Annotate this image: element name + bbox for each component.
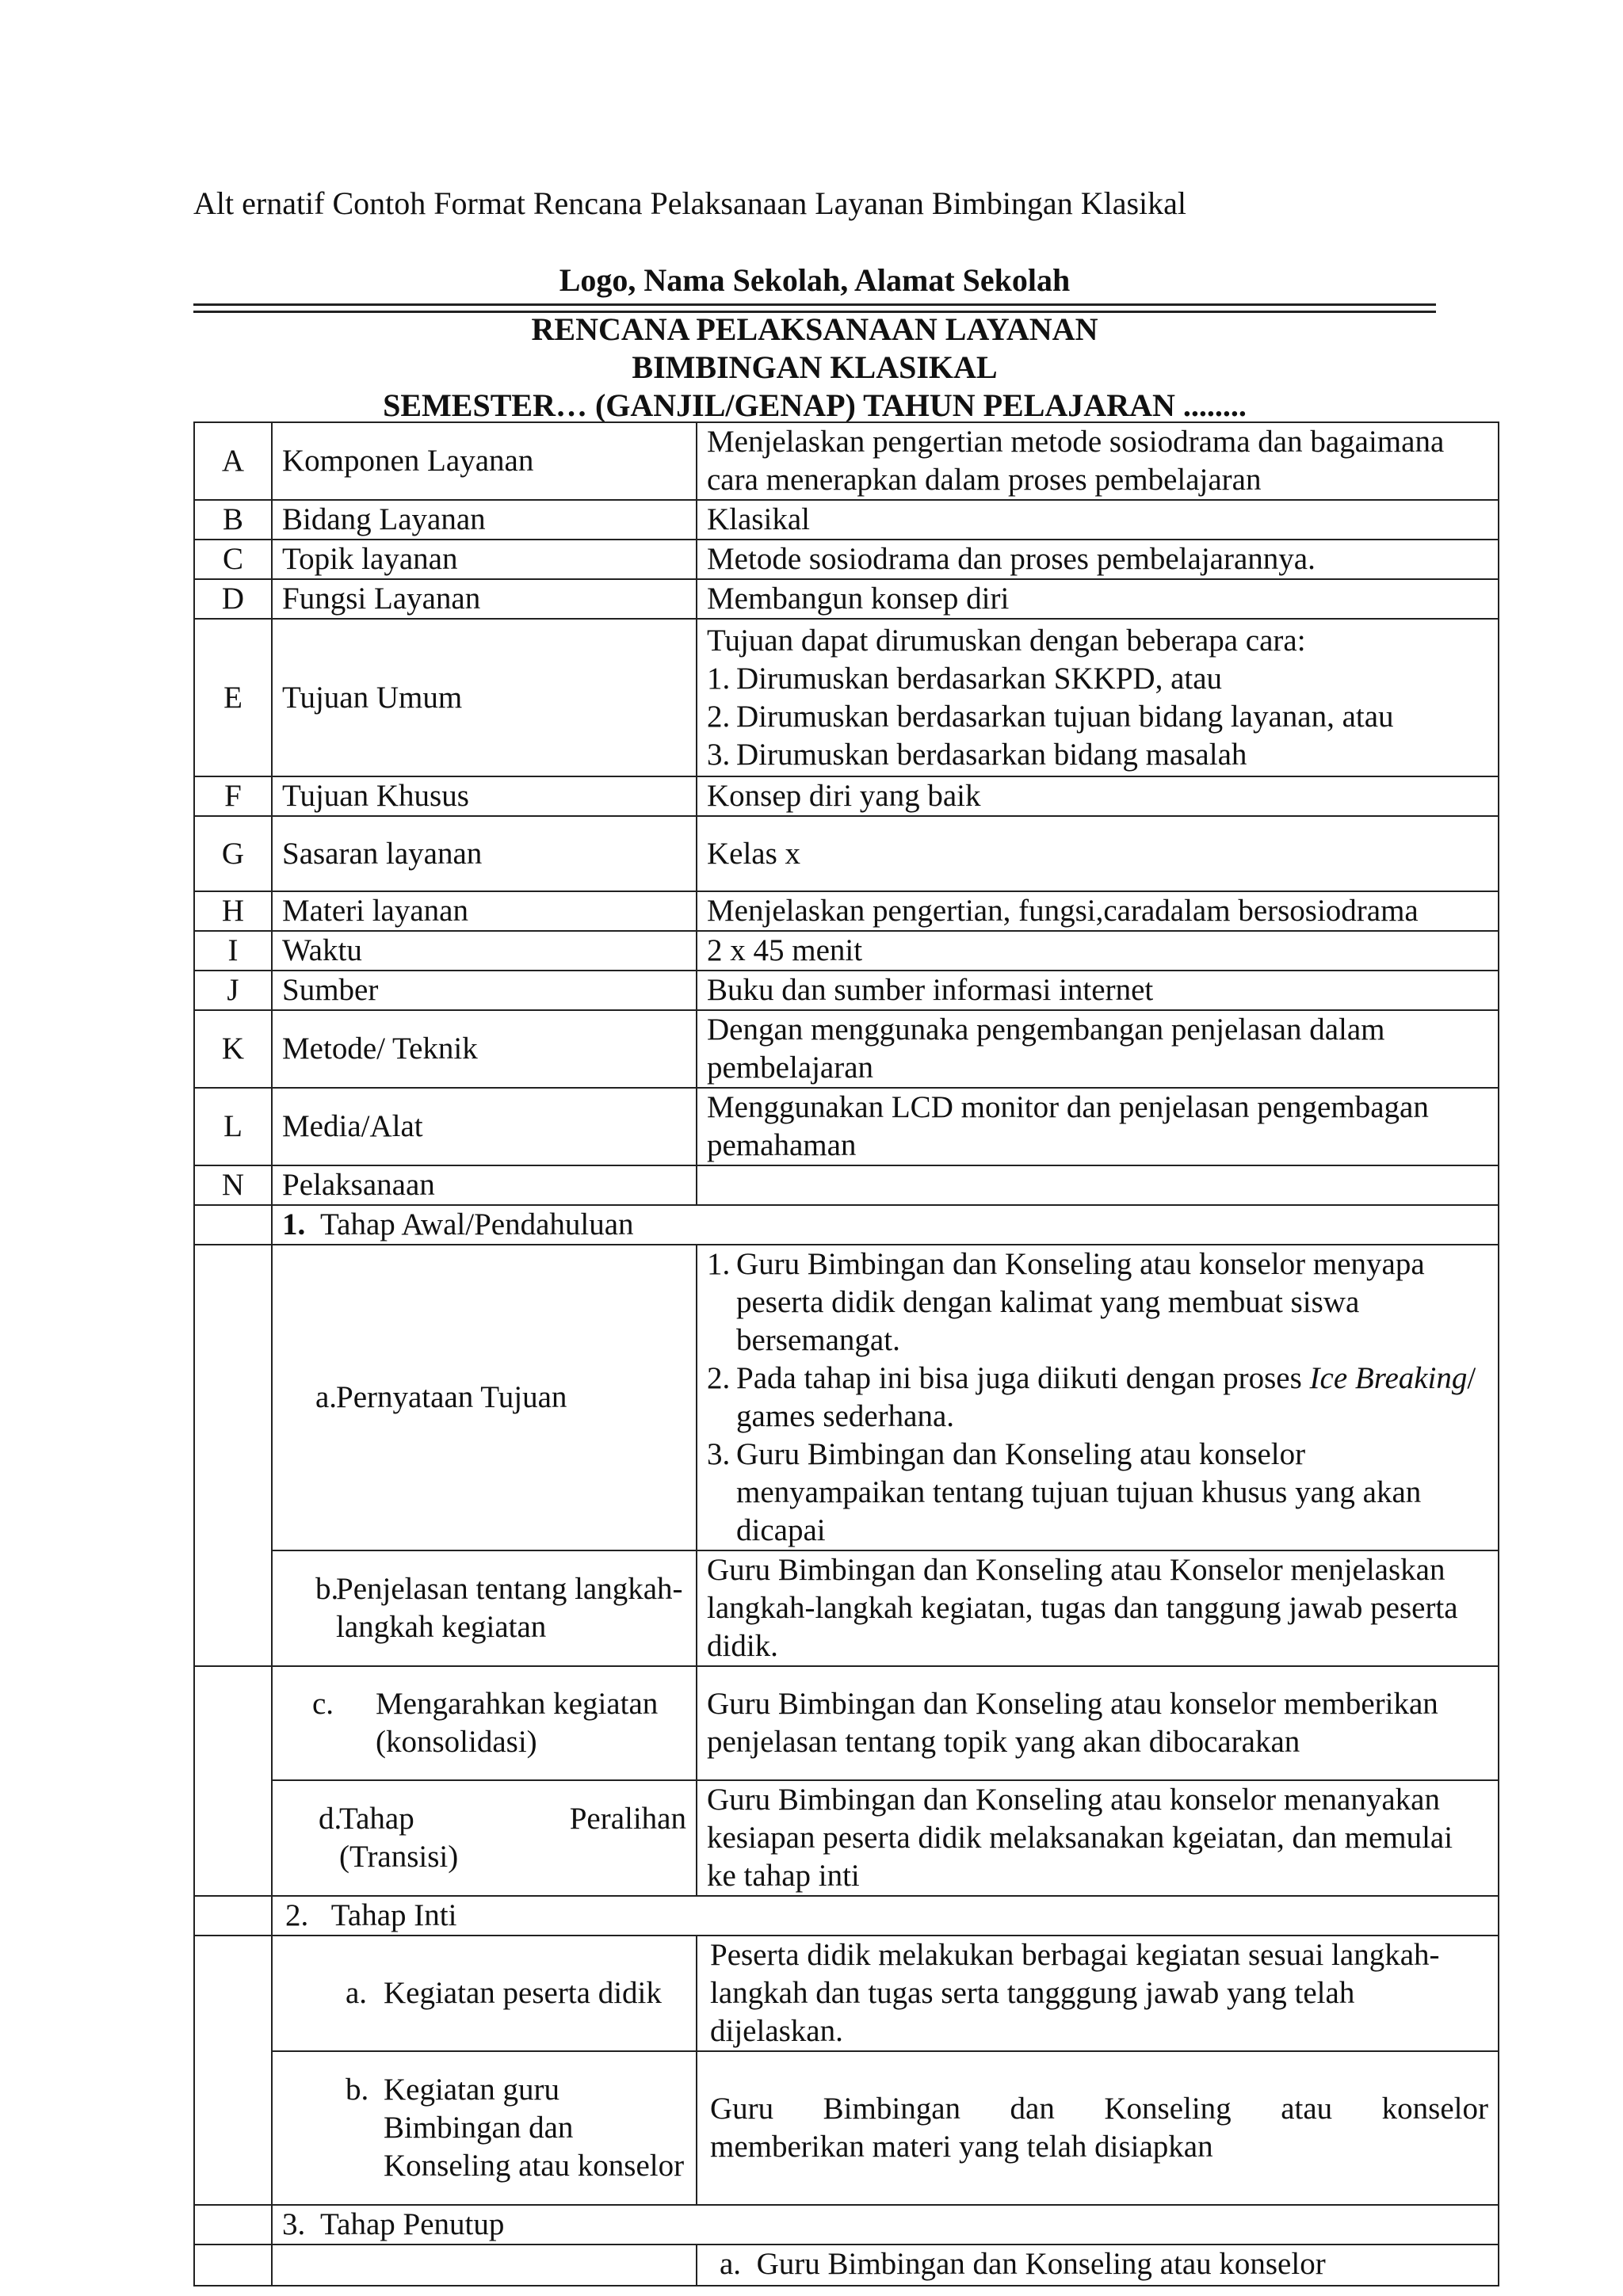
- row-sumber: [194, 971, 1499, 1010]
- row-komponen-layanan: [194, 422, 1499, 500]
- sub-value: Guru Bimbingan dan Konseling atau konselor memberikan penjelasan tentang topik yang akan dibocarakan: [697, 1666, 1499, 1780]
- list-item: [707, 736, 1488, 774]
- plan-heading-line-2: BIMBINGAN KLASIKAL: [632, 349, 998, 385]
- sub-value-text: Guru Bimbingan dan Konseling atau konselor: [756, 2247, 1326, 2281]
- row-value: 2 x 45 menit: [697, 931, 1499, 971]
- list-item: [707, 1245, 1488, 1360]
- row-label: Metode/ Teknik: [272, 1010, 697, 1088]
- row-value: Konsep diri yang baik: [697, 776, 1499, 816]
- row-label: Materi layanan: [272, 891, 697, 931]
- sub-label-text: Mengarahkan kegiatan (konsolidasi): [376, 1687, 659, 1759]
- sub-letter: c.: [312, 1687, 334, 1721]
- sub-label: [272, 1666, 697, 1780]
- sub-label-text: Pernyataan Tujuan: [336, 1380, 567, 1414]
- sub-label: [272, 2245, 697, 2286]
- list-text: Dirumuskan berdasarkan SKKPD, atau: [736, 661, 1223, 696]
- row-value: [697, 1165, 1499, 1205]
- empty-cell: [194, 1245, 272, 1666]
- plan-table: [193, 421, 1499, 2286]
- row-media-alat: [194, 1088, 1499, 1165]
- sub-label-text: Penjelasan tentang langkah-langkah kegiatan: [336, 1572, 683, 1644]
- row-value: Menjelaskan pengertian metode sosiodrama dan bagaimana cara menerapkan dalam proses pembelajaran: [697, 422, 1499, 500]
- row-value: Buku dan sumber informasi internet: [697, 971, 1499, 1010]
- row-metode-teknik: [194, 1010, 1499, 1088]
- sub-label: [272, 2051, 697, 2205]
- stage-1-header: [194, 1205, 1499, 1245]
- list-number: 2.: [707, 699, 731, 734]
- list-item: [707, 660, 1488, 698]
- row-value: Dengan menggunaka pengembangan penjelasan dalam pembelajaran: [697, 1010, 1499, 1088]
- sub-value-line: memberikan materi yang telah disiapkan: [710, 2130, 1213, 2164]
- row-letter: J: [194, 971, 272, 1010]
- list-item: [707, 1360, 1488, 1436]
- row-label: Waktu: [272, 931, 697, 971]
- row-value: Membangun konsep diri: [697, 579, 1499, 619]
- sub-label-line: (Transisi): [339, 1840, 459, 1874]
- stage-number: 1.: [282, 1207, 306, 1241]
- document-caption: Alt ernatif Contoh Format Rencana Pelaksanaan Layanan Bimbingan Klasikal: [193, 185, 1186, 221]
- stage-1-item-d: [194, 1780, 1499, 1896]
- stage-title: [272, 1205, 1499, 1245]
- row-label: Sasaran layanan: [272, 816, 697, 891]
- stage-title: [272, 1896, 1499, 1936]
- stage-number: 2.: [285, 1898, 309, 1932]
- list-text: Dirumuskan berdasarkan tujuan bidang layanan, atau: [736, 699, 1394, 734]
- sub-value: Guru Bimbingan dan Konseling atau konselor menanyakan kesiapan peserta didik melaksanakan kgeiatan, dan memulai ke tahap inti: [697, 1780, 1499, 1896]
- sub-label-word: Peralihan: [569, 1802, 686, 1836]
- row-value: [697, 619, 1499, 776]
- stage-3-item-a: [194, 2245, 1499, 2286]
- row-value: Kelas x: [697, 816, 1499, 891]
- list-item: [707, 698, 1488, 736]
- sub-label-text: Kegiatan peserta didik: [384, 1976, 662, 2010]
- row-label: Tujuan Umum: [272, 619, 697, 776]
- empty-cell: [194, 1936, 272, 2205]
- sub-letter: a.: [346, 1976, 368, 2010]
- stage-1-item-b: [194, 1550, 1499, 1666]
- empty-cell: [194, 2245, 272, 2286]
- sub-value: Peserta didik melakukan berbagai kegiatan sesuai langkah-langkah dan tugas serta tangggung jawab yang telah dijelaskan.: [697, 1936, 1499, 2051]
- sub-letter: d.: [319, 1802, 342, 1836]
- plan-heading-line-1: RENCANA PELAKSANAAN LAYANAN: [531, 311, 1098, 347]
- plan-heading-line-3: SEMESTER… (GANJIL/GENAP) TAHUN PELAJARAN ........: [383, 387, 1247, 423]
- stage-1-item-a: [194, 1245, 1499, 1550]
- row-letter: C: [194, 540, 272, 579]
- tujuan-intro: Tujuan dapat dirumuskan dengan beberapa cara:: [707, 623, 1306, 658]
- row-label: Topik layanan: [272, 540, 697, 579]
- row-tujuan-umum: [194, 619, 1499, 776]
- row-letter: E: [194, 619, 272, 776]
- empty-cell: [194, 1205, 272, 1245]
- stage-title-text: Tahap Penutup: [320, 2207, 505, 2241]
- sub-label-text: Kegiatan guru Bimbingan dan Konseling atau konselor: [384, 2073, 685, 2183]
- stage-1-item-c: [194, 1666, 1499, 1780]
- row-waktu: [194, 931, 1499, 971]
- row-label: Sumber: [272, 971, 697, 1010]
- row-letter: K: [194, 1010, 272, 1088]
- list-number: 3.: [707, 1437, 731, 1471]
- row-letter: F: [194, 776, 272, 816]
- stage-title: [272, 2205, 1499, 2245]
- row-label: Fungsi Layanan: [272, 579, 697, 619]
- italic-term: Ice Breaking: [1309, 1361, 1468, 1395]
- row-tujuan-khusus: [194, 776, 1499, 816]
- list-number: 2.: [707, 1361, 731, 1395]
- row-letter: B: [194, 500, 272, 540]
- stage-title-text: Tahap Inti: [330, 1898, 457, 1932]
- list-text: Dirumuskan berdasarkan bidang masalah: [736, 737, 1247, 772]
- stage-number: 3.: [282, 2207, 306, 2241]
- sub-letter: b.: [346, 2073, 369, 2107]
- row-pelaksanaan: [194, 1165, 1499, 1205]
- row-value: Menjelaskan pengertian, fungsi,caradalam bersosiodrama: [697, 891, 1499, 931]
- list-text: Guru Bimbingan dan Konseling atau konselor menyampaikan tentang tujuan tujuan khusus yang akan dicapai: [736, 1437, 1422, 1547]
- tujuan-list: [707, 660, 1488, 774]
- sub-letter: a.: [315, 1380, 338, 1414]
- stage-2-item-b: [194, 2051, 1499, 2205]
- row-value: Menggunakan LCD monitor dan penjelasan pengembagan pemahaman: [697, 1088, 1499, 1165]
- sub-label: [272, 1780, 697, 1896]
- row-letter: G: [194, 816, 272, 891]
- empty-cell: [194, 1666, 272, 1896]
- sub-letter: a.: [720, 2247, 742, 2281]
- sub-label-word: Tahap: [339, 1802, 414, 1836]
- stage-3-header: [194, 2205, 1499, 2245]
- list-text: Pada tahap ini bisa juga diikuti dengan proses: [736, 1361, 1310, 1395]
- stage-2-header: [194, 1896, 1499, 1936]
- sub-value: [697, 2245, 1499, 2286]
- row-label: Komponen Layanan: [272, 422, 697, 500]
- sub-label: [272, 1245, 697, 1550]
- row-topik-layanan: [194, 540, 1499, 579]
- row-letter: A: [194, 422, 272, 500]
- sub-value: [697, 1245, 1499, 1550]
- sub-letter: b.: [315, 1572, 339, 1606]
- empty-cell: [194, 2205, 272, 2245]
- row-label: Pelaksanaan: [272, 1165, 697, 1205]
- row-bidang-layanan: [194, 500, 1499, 540]
- row-letter: L: [194, 1088, 272, 1165]
- list-number: 3.: [707, 737, 731, 772]
- row-letter: H: [194, 891, 272, 931]
- list-number: 1.: [707, 1247, 731, 1281]
- row-label: Bidang Layanan: [272, 500, 697, 540]
- list-item: [707, 1436, 1488, 1550]
- stage-2-item-a: [194, 1936, 1499, 2051]
- list-text: Guru Bimbingan dan Konseling atau konselor menyapa peserta didik dengan kalimat yang membuat siswa bersemangat.: [736, 1247, 1425, 1357]
- stage-title-text: Tahap Awal/Pendahuluan: [320, 1207, 634, 1241]
- sub-label: [272, 1550, 697, 1666]
- row-label: Media/Alat: [272, 1088, 697, 1165]
- school-header-line: Logo, Nama Sekolah, Alamat Sekolah: [559, 262, 1071, 298]
- row-sasaran-layanan: [194, 816, 1499, 891]
- row-value: Metode sosiodrama dan proses pembelajarannya.: [697, 540, 1499, 579]
- row-label: Tujuan Khusus: [272, 776, 697, 816]
- row-fungsi-layanan: [194, 579, 1499, 619]
- sub-label-line: [339, 1800, 686, 1838]
- row-letter: D: [194, 579, 272, 619]
- list-text-tail: / games sederhana.: [736, 1361, 1476, 1433]
- row-materi-layanan: [194, 891, 1499, 931]
- sub-value: Guru Bimbingan dan Konseling atau Konselor menjelaskan langkah-langkah kegiatan, tugas dan tanggung jawab peserta didik.: [697, 1550, 1499, 1666]
- row-value: Klasikal: [697, 500, 1499, 540]
- list-number: 1.: [707, 661, 731, 696]
- sub-value-line: Guru Bimbingan dan Konseling atau konselor: [710, 2092, 1488, 2126]
- sub-label: [272, 1936, 697, 2051]
- pernyataan-list: [707, 1245, 1488, 1550]
- sub-value: [697, 2051, 1499, 2205]
- row-letter: I: [194, 931, 272, 971]
- row-letter: N: [194, 1165, 272, 1205]
- empty-cell: [194, 1896, 272, 1936]
